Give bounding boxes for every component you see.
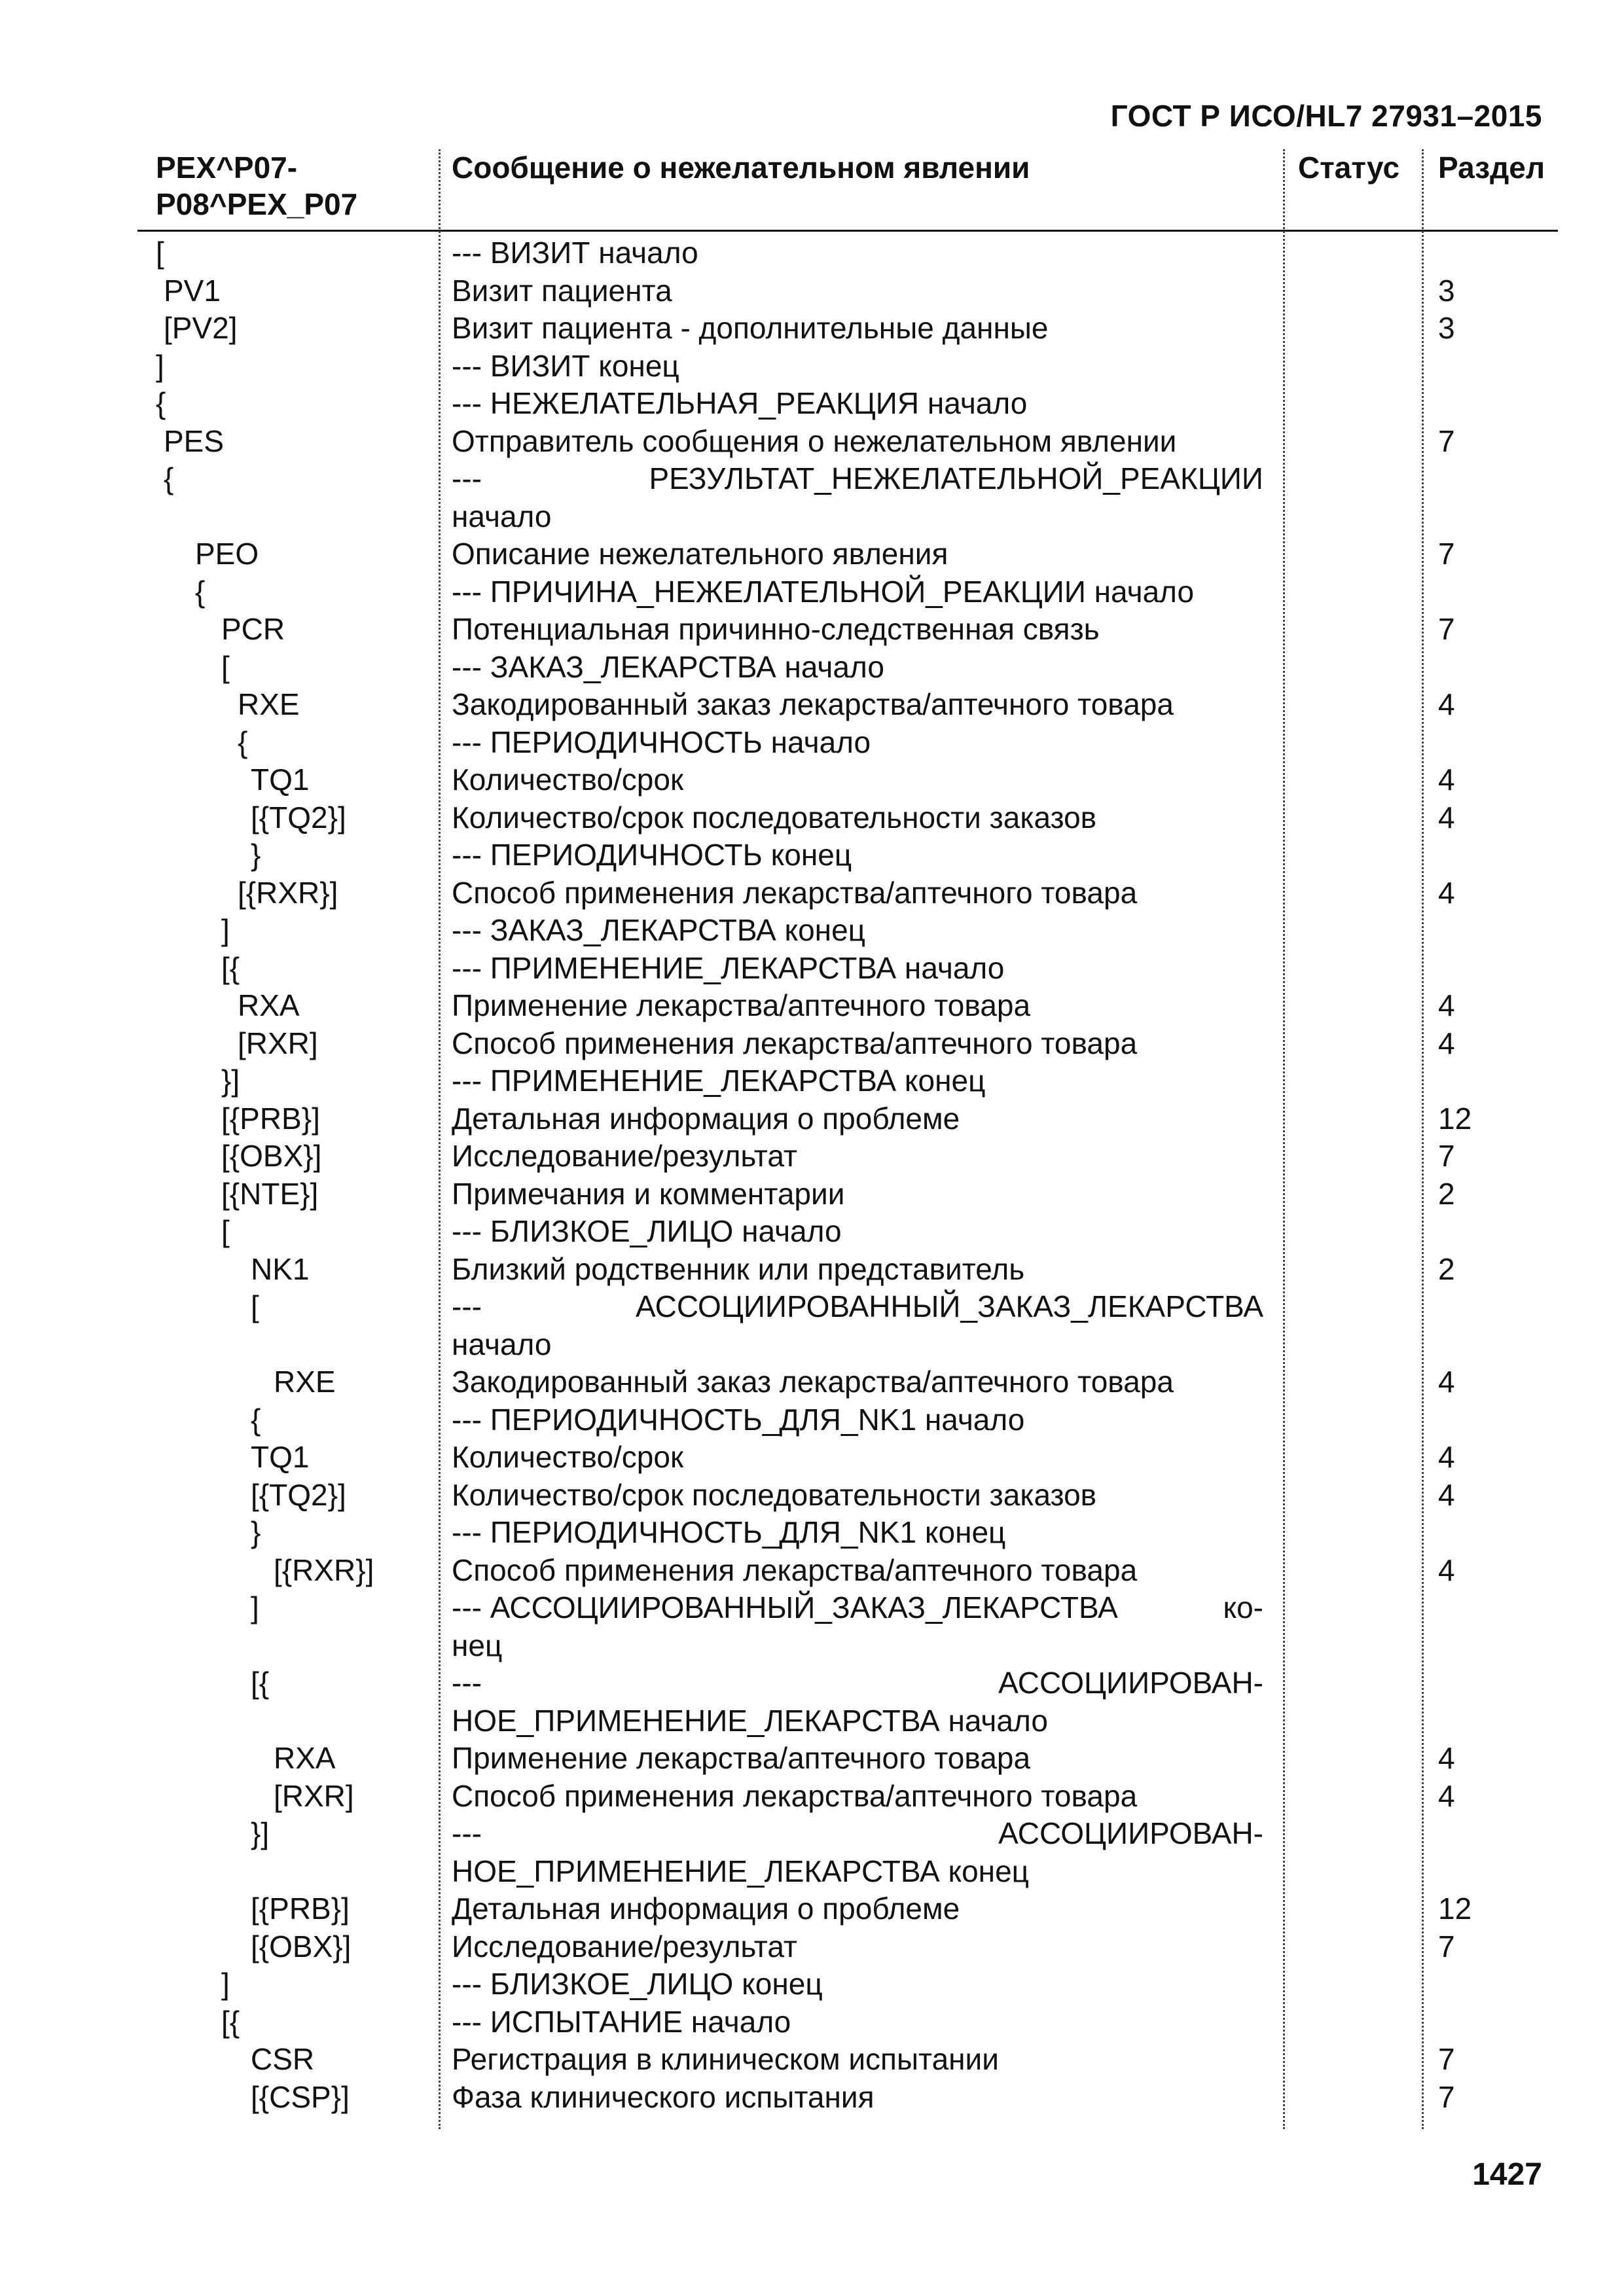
table-row [137, 460, 1558, 535]
segment-code: ] [251, 1590, 259, 1624]
segment-section: 2 [1438, 1251, 1455, 1286]
segment-section: 7 [1438, 1139, 1455, 1173]
table-row [137, 799, 1558, 837]
table-row [137, 761, 1558, 799]
segment-code: [{NTE}] [221, 1176, 319, 1211]
segment-description: Способ применения лекарства/аптечного товара [452, 1778, 1138, 1813]
column-header-section: Раздел [1438, 151, 1545, 185]
segment-section: 4 [1438, 1026, 1455, 1060]
segment-description: Количество/срок [452, 1440, 684, 1474]
table-row [137, 1175, 1558, 1213]
segment-code: [ [221, 1214, 230, 1248]
segment-description: Визит пациента [452, 273, 672, 308]
segment-code: [ [221, 649, 230, 684]
segment-description: Способ применения лекарства/аптечного товара [452, 875, 1138, 910]
segment-section: 3 [1438, 273, 1455, 308]
segment-description: --- ПЕРИОДИЧНОСТЬ_ДЛЯ_NK1 начало [452, 1402, 1025, 1437]
segment-code: [{ [221, 2004, 240, 2039]
segment-description: --- ПРИМЕНЕНИЕ_ЛЕКАРСТВА конец [452, 1064, 986, 1098]
table-row [137, 912, 1558, 950]
table-row [137, 1251, 1558, 1289]
segment-section: 4 [1438, 875, 1455, 910]
description-part: --- [452, 1289, 482, 1323]
segment-code: [ [251, 1289, 259, 1323]
segment-section: 2 [1438, 1176, 1455, 1211]
table-row [137, 1589, 1558, 1664]
segment-code: TQ1 [251, 1440, 310, 1474]
table-row [137, 1138, 1558, 1175]
segment-section: 4 [1438, 687, 1455, 721]
table-row [137, 874, 1558, 912]
description-part: начало [452, 1327, 552, 1361]
segment-section: 3 [1438, 311, 1455, 345]
table-row [137, 836, 1558, 874]
table-row [137, 1100, 1558, 1138]
segment-description: --- ПЕРИОДИЧНОСТЬ конец [452, 838, 852, 872]
segment-section: 4 [1438, 1477, 1455, 1512]
segment-code: ] [156, 348, 164, 383]
segment-code: ] [221, 1967, 230, 2001]
description-part: нец [452, 1628, 503, 1662]
segment-code: PEO [195, 537, 259, 571]
table-row [137, 234, 1558, 272]
column-header-code [156, 149, 357, 223]
table-row [137, 535, 1558, 573]
segment-code: [{PRB}] [221, 1101, 320, 1136]
table-row [137, 2079, 1558, 2117]
segment-code: RXE [274, 1365, 336, 1399]
segment-description: Количество/срок [452, 762, 684, 797]
description-part: АССОЦИИРОВАННЫЙ_ЗАКАЗ_ЛЕКАРСТВА [635, 1289, 1263, 1323]
segment-code: RXE [238, 687, 300, 721]
segment-code: } [251, 1515, 261, 1549]
segment-code: { [238, 725, 248, 759]
table-row [137, 1025, 1558, 1063]
description-part: ко- [1223, 1590, 1263, 1624]
page-number: 1427 [1472, 2157, 1542, 2192]
segment-description: --- ПРИМЕНЕНИЕ_ЛЕКАРСТВА начало [452, 950, 1005, 985]
table-row [137, 1890, 1558, 1928]
table-row [137, 1439, 1558, 1477]
table-row [137, 385, 1558, 423]
segment-code: { [156, 386, 166, 420]
table-row [137, 310, 1558, 348]
segment-section: 7 [1438, 1929, 1455, 1964]
segment-description: Применение лекарства/аптечного товара [452, 1741, 1031, 1775]
column-header-code-line1: PEX^P07- [156, 151, 298, 185]
segment-section: 7 [1438, 2042, 1455, 2076]
table-row [137, 2041, 1558, 2079]
segment-description: --- БЛИЗКОЕ_ЛИЦО конец [452, 1967, 823, 2001]
segment-description: Фаза клинического испытания [452, 2079, 875, 2114]
segment-description: Детальная информация о проблеме [452, 1101, 960, 1136]
column-header-description: Сообщение о нежелательном явлении [452, 151, 1030, 185]
segment-description: --- НЕЖЕЛАТЕЛЬНАЯ_РЕАКЦИЯ начало [452, 386, 1028, 420]
table-row [137, 573, 1558, 611]
table-row [137, 1552, 1558, 1590]
table-row [137, 987, 1558, 1025]
table-row [137, 1401, 1558, 1439]
segment-code: }] [221, 1064, 240, 1098]
table-row [137, 649, 1558, 687]
segment-section: 12 [1438, 1892, 1472, 1926]
segment-code: [{TQ2}] [251, 1477, 346, 1512]
segment-code: [{TQ2}] [251, 800, 346, 834]
description-part: АССОЦИИРОВАН- [998, 1816, 1263, 1850]
segment-section: 4 [1438, 988, 1455, 1022]
description-part: АССОЦИИРОВАН- [998, 1666, 1263, 1700]
segment-description: Близкий родственник или представитель [452, 1251, 1025, 1286]
segment-code: [RXR] [274, 1778, 354, 1813]
segment-description: Способ применения лекарства/аптечного товара [452, 1552, 1138, 1587]
segment-section: 4 [1438, 1552, 1455, 1587]
segment-description: Количество/срок последовательности заказов [452, 800, 1097, 834]
segment-description [452, 1589, 1263, 1664]
segment-code: NK1 [251, 1251, 310, 1286]
segment-section: 4 [1438, 1365, 1455, 1399]
segment-description: --- БЛИЗКОЕ_ЛИЦО начало [452, 1214, 842, 1248]
segment-description: --- ВИЗИТ начало [452, 236, 698, 270]
description-part: --- [452, 1816, 482, 1850]
segment-section: 12 [1438, 1101, 1472, 1136]
segment-section: 7 [1438, 2079, 1455, 2114]
segment-code: { [195, 574, 206, 609]
segment-code: } [251, 838, 261, 872]
segment-description: Исследование/результат [452, 1139, 797, 1173]
description-part: начало [452, 499, 552, 533]
table-row [137, 1288, 1558, 1363]
segment-description: Визит пациента - дополнительные данные [452, 311, 1049, 345]
segment-section: 4 [1438, 800, 1455, 834]
segment-code: [{ [251, 1666, 270, 1700]
segment-description: --- ИСПЫТАНИЕ начало [452, 2004, 791, 2039]
table-row [137, 1213, 1558, 1251]
segment-description: Регистрация в клиническом испытании [452, 2042, 999, 2076]
segment-description: Способ применения лекарства/аптечного товара [452, 1026, 1138, 1060]
segment-description: Применение лекарства/аптечного товара [452, 988, 1031, 1022]
segment-description: --- ЗАКАЗ_ЛЕКАРСТВА начало [452, 649, 884, 684]
table-row [137, 1664, 1558, 1740]
table-row [137, 1965, 1558, 2003]
table-row [137, 611, 1558, 649]
table-row [137, 1477, 1558, 1515]
segment-code: [{OBX}] [251, 1929, 352, 1964]
segment-code: [RXR] [238, 1026, 318, 1060]
segment-section: 7 [1438, 612, 1455, 646]
table-row [137, 2003, 1558, 2041]
segment-section: 4 [1438, 762, 1455, 797]
description-part: --- [452, 1666, 482, 1700]
segment-section: 4 [1438, 1778, 1455, 1813]
segment-code: [ [156, 236, 164, 270]
segment-code: [{RXR}] [238, 875, 338, 910]
segment-description [452, 1815, 1263, 1890]
segment-description: --- ПЕРИОДИЧНОСТЬ_ДЛЯ_NK1 конец [452, 1515, 1006, 1549]
table-row [137, 1062, 1558, 1100]
segment-code: [{CSP}] [251, 2079, 350, 2114]
segment-description: Количество/срок последовательности заказов [452, 1477, 1097, 1512]
segment-code: RXA [274, 1741, 336, 1775]
table-row [137, 1363, 1558, 1401]
segment-code: [PV2] [164, 311, 238, 345]
segment-code: ] [221, 913, 230, 947]
segment-code: }] [251, 1816, 270, 1850]
segment-section: 7 [1438, 423, 1455, 458]
table-body [137, 234, 1558, 2116]
segment-description: Описание нежелательного явления [452, 537, 948, 571]
segment-code: PV1 [164, 273, 221, 308]
segment-description: Детальная информация о проблеме [452, 1892, 960, 1926]
segment-code: [{PRB}] [251, 1892, 350, 1926]
table-row [137, 724, 1558, 762]
segment-code: PCR [221, 612, 285, 646]
segment-description [452, 1664, 1263, 1740]
table-row [137, 348, 1558, 386]
table-row [137, 950, 1558, 988]
description-part: --- АССОЦИИРОВАННЫЙ_ЗАКАЗ_ЛЕКАРСТВА [452, 1590, 1118, 1624]
segment-section: 4 [1438, 1440, 1455, 1474]
segment-description: --- ЗАКАЗ_ЛЕКАРСТВА конец [452, 913, 866, 947]
table-row [137, 1514, 1558, 1552]
segment-code: [{OBX}] [221, 1139, 322, 1173]
segment-description: Закодированный заказ лекарства/аптечного товара [452, 687, 1174, 721]
table-row [137, 1778, 1558, 1816]
segment-description: Примечания и комментарии [452, 1176, 845, 1211]
segment-description [452, 460, 1263, 535]
column-header-code-line2: P08^PEX_P07 [156, 187, 358, 221]
description-part: --- [452, 461, 482, 495]
segment-code: PES [164, 423, 225, 458]
segment-description [452, 1288, 1263, 1363]
column-header-status: Статус [1298, 151, 1400, 185]
segment-code: RXA [238, 988, 300, 1022]
segment-description: --- ВИЗИТ конец [452, 348, 679, 383]
segment-section: 7 [1438, 537, 1455, 571]
segment-description: Отправитель сообщения о нежелательном явлении [452, 423, 1177, 458]
segment-code: { [251, 1402, 261, 1437]
header-rule [137, 230, 1558, 232]
description-part: НОЕ_ПРИМЕНЕНИЕ_ЛЕКАРСТВА начало [452, 1703, 1048, 1738]
standard-header: ГОСТ Р ИСО/HL7 27931–2015 [1110, 99, 1542, 133]
description-part: РЕЗУЛЬТАТ_НЕЖЕЛАТЕЛЬНОЙ_РЕАКЦИИ [649, 461, 1263, 495]
table-row [137, 1928, 1558, 1966]
table-row [137, 423, 1558, 461]
table-row [137, 1740, 1558, 1778]
segment-code: [{RXR}] [274, 1552, 374, 1587]
segment-code: CSR [251, 2042, 315, 2076]
table-row [137, 686, 1558, 724]
segment-description: Исследование/результат [452, 1929, 797, 1964]
segment-description: Закодированный заказ лекарства/аптечного товара [452, 1365, 1174, 1399]
table-row [137, 272, 1558, 310]
segment-description: --- ПРИЧИНА_НЕЖЕЛАТЕЛЬНОЙ_РЕАКЦИИ начало [452, 574, 1195, 609]
segment-code: { [164, 461, 174, 495]
segment-code: TQ1 [251, 762, 310, 797]
table-row [137, 1815, 1558, 1890]
segment-description: Потенциальная причинно-следственная связь [452, 612, 1100, 646]
segment-section: 4 [1438, 1741, 1455, 1775]
segment-code: [{ [221, 950, 240, 985]
description-part: НОЕ_ПРИМЕНЕНИЕ_ЛЕКАРСТВА конец [452, 1854, 1029, 1888]
segment-description: --- ПЕРИОДИЧНОСТЬ начало [452, 725, 871, 759]
